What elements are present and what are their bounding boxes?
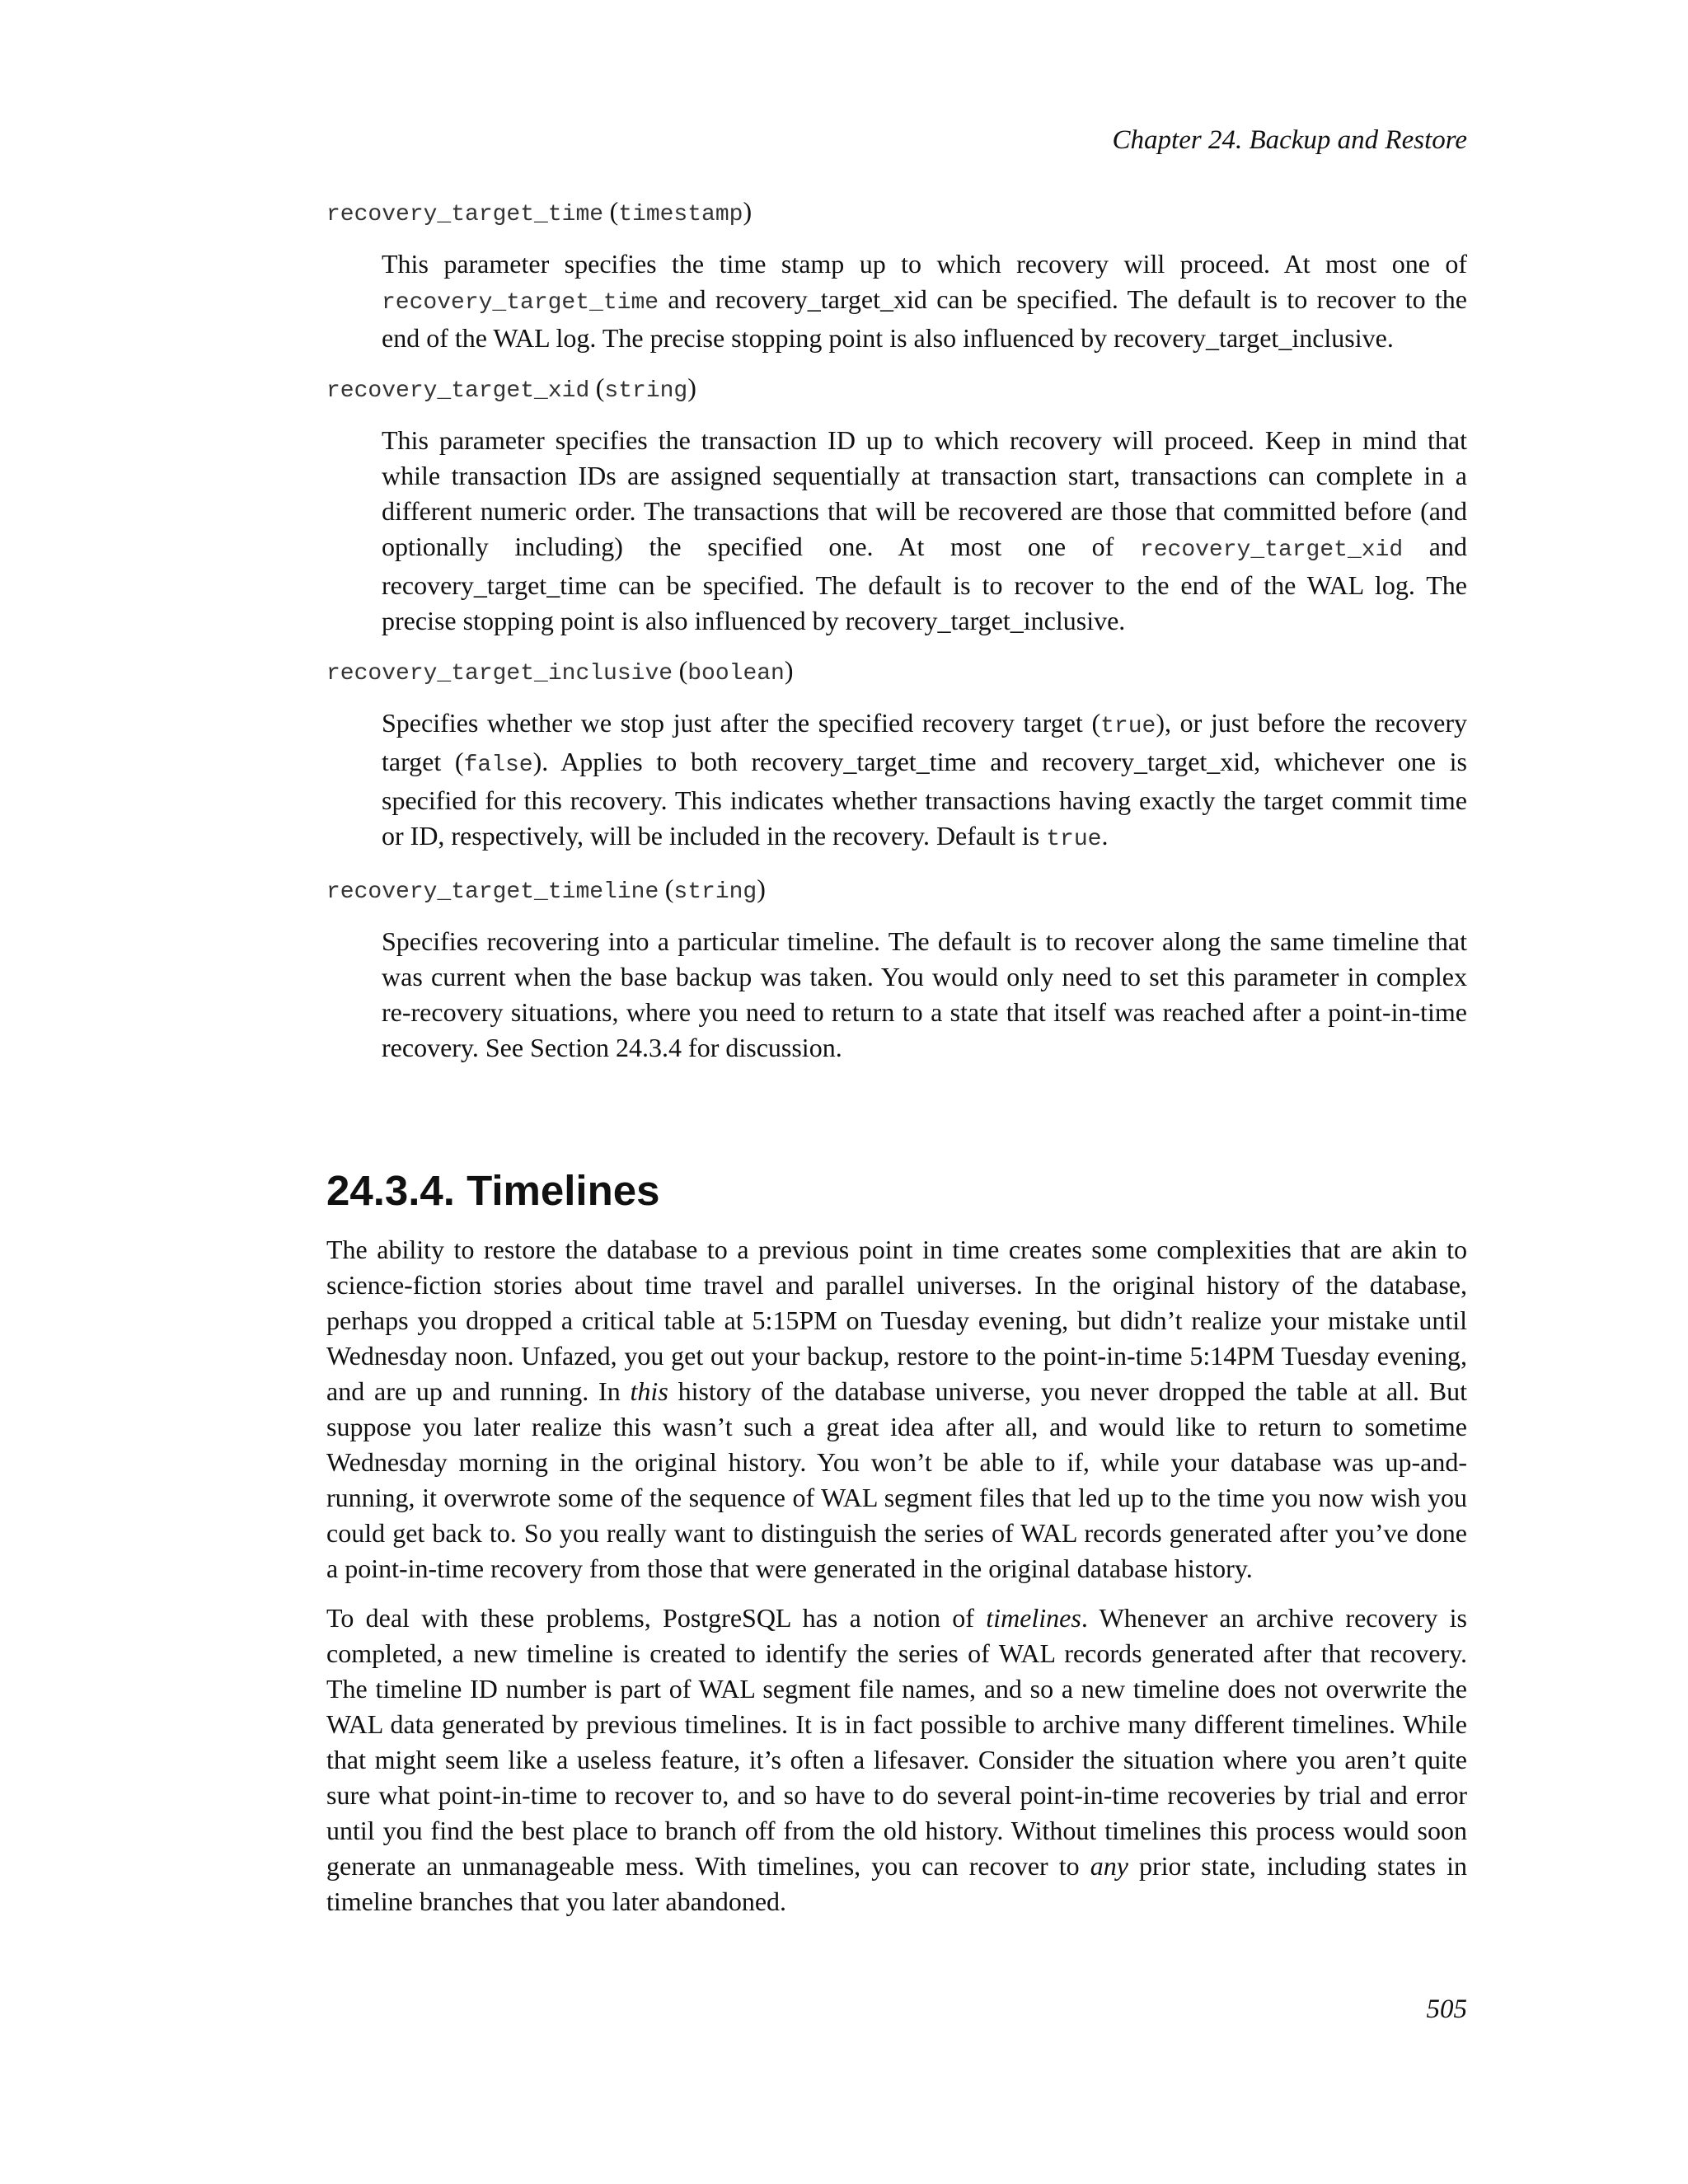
- inline-code: false: [463, 752, 533, 778]
- emphasis: this: [630, 1376, 668, 1406]
- body-paragraph: The ability to restore the database to a previous point in time creates some complexities that are akin to science-fiction stories about time travel and parallel universes. In the original history of the database, perhaps you dropped a critical table at 5:15PM on Tuesday evening, but didn’t realize your mistake until Wednesday noon. Unfazed, you get out your backup, restore to the point-in-time 5:14PM Tuesday evening, and are up and running. In this history of the database universe, you never dropped the table at all. But suppose you later realize this wasn’t such a great idea after all, and would like to return to sometime Wednesday morning in the original history. You won’t be able to if, while your database was up-and-running, it overwrote some of the sequence of WAL segment files that led up to the time you now wish you could get back to. So you really want to distinguish the series of WAL records generated after you’ve done a point-in-time recovery from those that were generated in the original database history.: [326, 1235, 1468, 1583]
- param-description: This parameter specifies the time stamp up to which recovery will proceed. At most one of recovery_target_time and recovery_target_xid can be specified. The default is to recover to the end of the WAL log. The precise stopping point is also influenced by recovery_target_inclusive.: [382, 249, 1467, 353]
- param-name: recovery_target_xid: [326, 378, 590, 404]
- emphasis: timelines: [986, 1603, 1081, 1633]
- inline-code: recovery_target_xid: [1139, 537, 1404, 563]
- page-number: 505: [1426, 1994, 1467, 2024]
- body-paragraph: To deal with these problems, PostgreSQL has a notion of timelines. Whenever an archive recovery is completed, a new timeline is created to identify the series of WAL records generated after that recovery. The timeline ID number is part of WAL segment file names, and so a new timeline does not overwrite the WAL data generated by previous timelines. It is in fact possible to archive many different timelines. While that might seem like a useless feature, it’s often a lifesaver. Consider the situation where you aren’t quite sure what point-in-time to recover to, and so have to do several point-in-time recoveries by trial and error until you find the best place to branch off from the old history. Without timelines this process would soon generate an unmanageable mess. With timelines, you can recover to any prior state, including states in timeline branches that you later abandoned.: [326, 1603, 1468, 1916]
- page-content: [326, 194, 1467, 1933]
- inline-code: true: [1100, 714, 1156, 739]
- param-type: string: [604, 378, 688, 404]
- running-header: Chapter 24. Backup and Restore: [1112, 125, 1467, 155]
- section-title: 24.3.4. Timelines: [326, 1167, 660, 1214]
- param-term: recovery_target_timeline (string): [326, 874, 766, 905]
- param-description: Specifies recovering into a particular timeline. The default is to recover along the same timeline that was current when the base backup was taken. You would only need to set this parameter in complex re-recovery situations, where you need to return to a state that itself was reached after a point-in-time recovery. See Section 24.3.4 for discussion.: [382, 926, 1467, 1062]
- param-term: recovery_target_xid (string): [326, 373, 696, 404]
- param-type: string: [673, 879, 757, 905]
- param-name: recovery_target_inclusive: [326, 661, 673, 687]
- param-name: recovery_target_timeline: [326, 879, 659, 905]
- param-description: This parameter specifies the transaction ID up to which recovery will proceed. Keep in mind that while transaction IDs are assigned sequentially at transaction start, transactions can complete in a different numeric order. The transactions that will be recovered are those that committed before (and optionally including) the specified one. At most one of recovery_target_xid and recovery_target_time can be specified. The default is to recover to the end of the WAL log. The precise stopping point is also influenced by recovery_target_inclusive.: [382, 425, 1468, 635]
- inline-code: true: [1046, 827, 1102, 852]
- inline-code: recovery_target_time: [382, 290, 659, 316]
- param-type: timestamp: [618, 202, 743, 227]
- param-term: recovery_target_inclusive (boolean): [326, 655, 794, 687]
- param-term: recovery_target_time (timestamp): [326, 196, 753, 227]
- param-name: recovery_target_time: [326, 202, 604, 227]
- param-type: boolean: [687, 661, 785, 687]
- emphasis: any: [1090, 1851, 1128, 1881]
- param-description: Specifies whether we stop just after the specified recovery target (true), or just before the recovery target (false). Applies to both recovery_target_time and recovery_target_xid, whichever one is specified for this recovery. This indicates whether transactions having exactly the target commit time or ID, respectively, will be included in the recovery. Default is true.: [382, 708, 1468, 852]
